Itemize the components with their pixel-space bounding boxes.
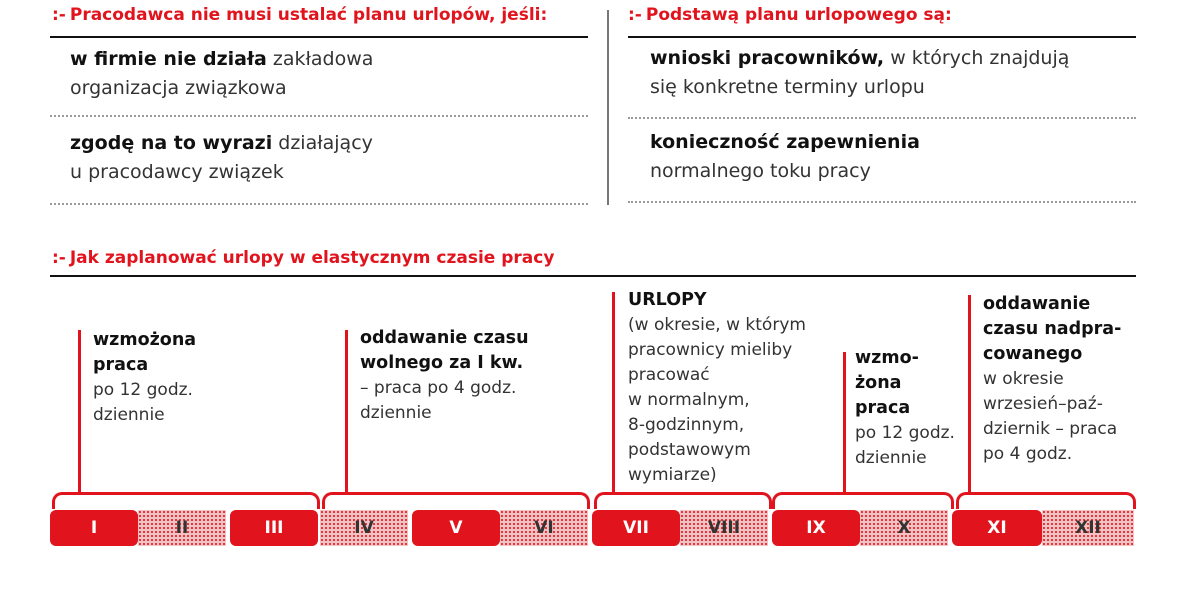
annotation-3-text-line: 8-godzinnym,	[628, 415, 745, 435]
month-label: X	[897, 518, 911, 538]
annotation-1-pointer	[78, 330, 81, 493]
annotation-2-title-line: wolnego za I kw.	[360, 353, 524, 373]
month-box	[320, 510, 408, 546]
left-item-1-rest: zakładowa	[266, 48, 374, 70]
annotation-2-text-line: dziennie	[360, 403, 432, 423]
header-marker: :-	[52, 248, 66, 268]
annotation-5-title-line: czasu nadpra-	[983, 319, 1122, 339]
annotation-1-title-line: wzmożona	[93, 330, 197, 350]
annotation-3-text-line: pracownicy mieliby	[628, 340, 793, 360]
month-box	[772, 510, 860, 546]
header-marker: :-	[52, 5, 66, 25]
annotation-5-text-line: dziernik – praca	[983, 419, 1118, 439]
annotation-4-text-line: dziennie	[855, 448, 927, 468]
right-item-1-rest: w których znajdują	[884, 47, 1070, 69]
month-box	[412, 510, 500, 546]
left-item-1	[70, 45, 590, 103]
left-panel-bottom-rule	[50, 203, 588, 205]
left-panel-header	[52, 5, 547, 25]
annotation-1-text-line: po 12 godz.	[93, 380, 193, 400]
left-item-2-rest: działający	[272, 132, 373, 154]
month-label: IX	[806, 518, 826, 538]
timeline-header-text: Jak zaplanować urlopy w elastycznym czasie pracy	[69, 248, 555, 268]
header-marker: :-	[628, 5, 642, 25]
month-label: XI	[987, 518, 1007, 538]
annotation-3-text-line: wymiarze)	[628, 465, 717, 485]
annotation-2	[360, 326, 529, 426]
month-box	[500, 510, 588, 546]
left-item-2	[70, 129, 590, 187]
month-label: VII	[623, 518, 649, 538]
right-item-1	[650, 44, 1140, 102]
annotation-4-title-line: praca	[855, 398, 911, 418]
left-panel-header-text: Pracodawca nie musi ustalać planu urlopów, jeśli:	[69, 5, 548, 25]
timeline-rule	[50, 275, 1136, 277]
timeline-header	[52, 248, 554, 268]
month-box	[1042, 510, 1134, 546]
annotation-3	[628, 288, 806, 488]
annotation-1-title-line: praca	[93, 355, 149, 375]
bracket-q1	[52, 492, 320, 509]
annotation-4	[855, 346, 955, 471]
annotation-3-text-line: (w okresie, w którym	[628, 315, 806, 335]
annotation-5-title-line: cowanego	[983, 344, 1083, 364]
month-box	[50, 510, 138, 546]
annotation-2-pointer	[345, 330, 348, 493]
month-box	[138, 510, 226, 546]
right-item-divider	[628, 117, 1136, 119]
month-label: XII	[1075, 518, 1101, 538]
annotation-5-text-line: po 4 godz.	[983, 444, 1073, 464]
right-panel-bottom-rule	[628, 201, 1136, 203]
month-label: VI	[534, 518, 554, 538]
right-item-2-line2: normalnego toku pracy	[650, 160, 871, 182]
left-item-divider	[50, 115, 588, 117]
annotation-3-text-line: w normalnym,	[628, 390, 750, 410]
month-box	[592, 510, 680, 546]
annotation-5-title-line: oddawanie	[983, 294, 1091, 314]
month-label: IV	[354, 518, 374, 538]
right-item-2	[650, 128, 1140, 186]
annotation-4-title-line: wzmo-	[855, 348, 919, 368]
annotation-1	[93, 328, 196, 428]
bracket-urlopy	[594, 492, 772, 509]
left-item-1-bold: w firmie nie działa	[70, 48, 267, 70]
month-label: I	[90, 518, 98, 538]
bracket-ix-x	[772, 492, 954, 509]
month-label: II	[175, 518, 189, 538]
annotation-3-pointer	[612, 292, 615, 493]
annotation-5-text-line: wrzesień–paź-	[983, 394, 1103, 414]
annotation-5-text-line: w okresie	[983, 369, 1064, 389]
left-panel-rule	[50, 36, 588, 38]
panel-divider	[607, 10, 609, 205]
annotation-4-pointer	[843, 352, 846, 493]
right-panel-header-text: Podstawą planu urlopowego są:	[645, 5, 952, 25]
month-box	[230, 510, 318, 546]
annotation-1-text-line: dziennie	[93, 405, 165, 425]
left-item-1-line2: organizacja związkowa	[70, 77, 287, 99]
annotation-3-text-line: pracować	[628, 365, 710, 385]
month-label: III	[264, 518, 284, 538]
month-label: VIII	[707, 518, 741, 538]
annotation-5	[983, 292, 1121, 467]
right-panel-rule	[628, 36, 1136, 38]
month-box	[952, 510, 1042, 546]
annotation-2-text-line: – praca po 4 godz.	[360, 378, 517, 398]
annotation-4-title-line: żona	[855, 373, 902, 393]
annotation-2-title-line: oddawanie czasu	[360, 328, 529, 348]
bracket-q2	[322, 492, 590, 509]
left-item-2-line2: u pracodawcy związek	[70, 161, 284, 183]
right-panel-header	[628, 5, 952, 25]
annotation-3-title-line: URLOPY	[628, 290, 707, 310]
month-box	[680, 510, 768, 546]
annotation-3-text-line: podstawowym	[628, 440, 751, 460]
right-item-1-line2: się konkretne terminy urlopu	[650, 76, 925, 98]
right-item-2-bold: konieczność zapewnienia	[650, 131, 920, 153]
annotation-4-text-line: po 12 godz.	[855, 423, 955, 443]
month-box	[860, 510, 948, 546]
annotation-5-pointer	[968, 295, 971, 493]
month-label: V	[449, 518, 463, 538]
right-item-1-bold: wnioski pracowników,	[650, 47, 885, 69]
bracket-q4	[956, 492, 1136, 509]
left-item-2-bold: zgodę na to wyrazi	[70, 132, 273, 154]
